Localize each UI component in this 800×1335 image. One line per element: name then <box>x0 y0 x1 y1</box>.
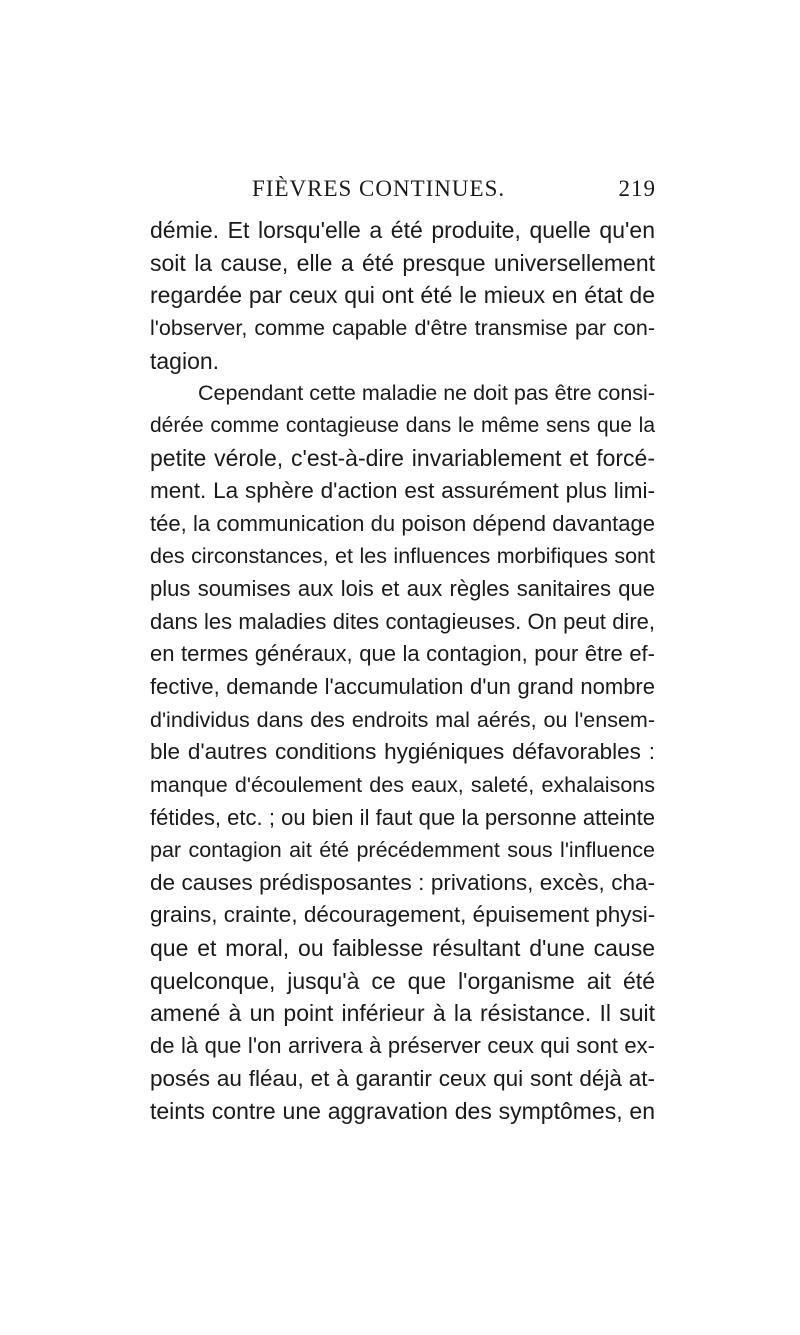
text-line: dans les maladies dites contagieuses. On peut dire, <box>150 608 655 634</box>
page-header <box>252 176 656 206</box>
text-line: manque d'écoulement des eaux, saleté, exhalaisons <box>150 772 655 797</box>
text-line: que et moral, ou faiblesse résultant d'une cause <box>150 935 655 962</box>
text-line: teints contre une aggravation des symptômes, en <box>150 1098 655 1125</box>
text-line: Cependant cette maladie ne doit pas être consi- <box>198 381 655 406</box>
text-line: plus soumises aux lois et aux règles sanitaires que <box>150 576 655 602</box>
text-line: soit la cause, elle a été presque universellement <box>150 249 655 276</box>
text-line: par contagion ait été précédemment sous l'influence <box>150 838 655 863</box>
text-line: des circonstances, et les influences morbifiques sont <box>150 544 655 569</box>
text-line: l'observer, comme capable d'être transmise par con- <box>150 315 655 340</box>
text-line: amené à un point inférieur à la résistance. Il suit <box>150 1000 655 1027</box>
text-line: ment. La sphère d'action est assurément plus limi- <box>150 478 655 504</box>
text-line: posés au fléau, et à garantir ceux qui sont déjà at- <box>150 1065 655 1091</box>
text-line: en termes généraux, que la contagion, pour être ef- <box>150 641 655 667</box>
text-line: d'individus dans des endroits mal aérés, ou l'ensem- <box>150 707 655 732</box>
text-line: regardée par ceux qui ont été le mieux en état de <box>150 282 655 309</box>
text-line: grains, crainte, découragement, épuisement physi- <box>150 902 656 928</box>
text-line: ble d'autres conditions hygiéniques défavorables : <box>150 739 655 765</box>
running-title: FIÈVRES CONTINUES. <box>252 176 506 201</box>
text-line: de causes prédisposantes : privations, excès, cha- <box>150 869 655 895</box>
text-line: quelconque, jusqu'à ce que l'organisme ait été <box>150 967 655 994</box>
text-line: fective, demande l'accumulation d'un grand nombre <box>150 673 655 699</box>
page-number: 219 <box>618 176 656 201</box>
text-line: dérée comme contagieuse dans le même sens que la <box>150 413 655 437</box>
text-line: démie. Et lorsqu'elle a été produite, quelle qu'en <box>150 217 655 243</box>
text-line: petite vérole, c'est-à-dire invariablement et forcé- <box>150 445 655 472</box>
text-line: de là que l'on arrivera à préserver ceux qui sont ex- <box>150 1033 655 1059</box>
body-text <box>150 214 655 1128</box>
text-line: fétides, etc. ; ou bien il faut que la personne atteinte <box>150 804 655 830</box>
text-line: tagion. <box>150 347 220 374</box>
text-line: tée, la communication du poison dépend davantage <box>150 510 655 536</box>
